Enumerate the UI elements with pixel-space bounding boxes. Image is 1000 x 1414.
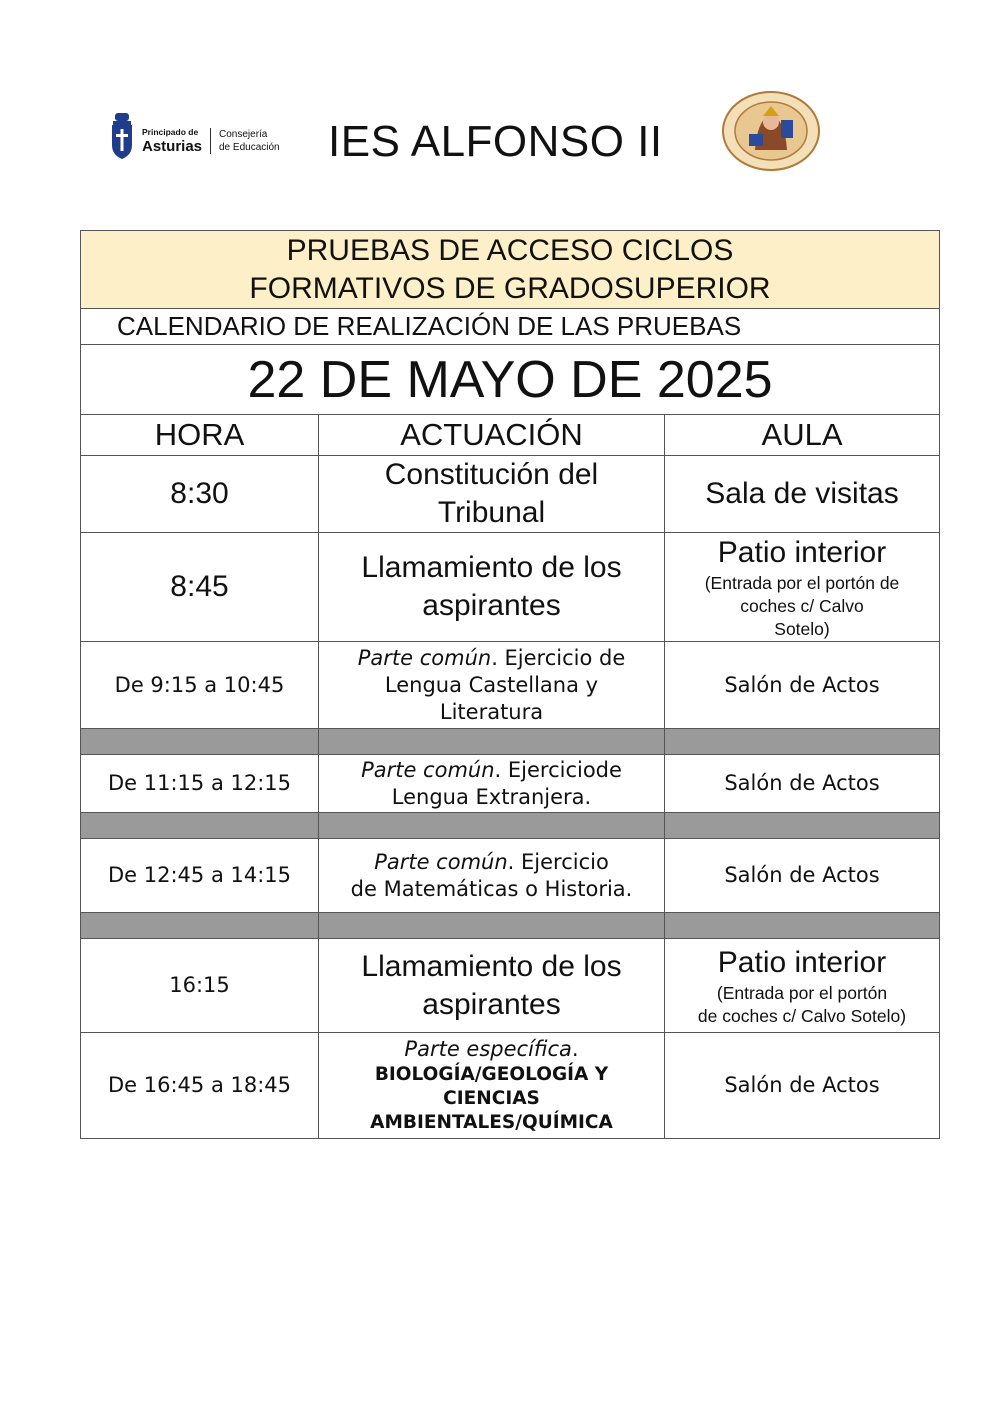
row-actuacion-line2: Lengua Extranjera. [391, 784, 592, 809]
row-aula: Salón de Actos [665, 642, 940, 729]
row-aula: Salón de Actos [665, 755, 940, 813]
school-seal-icon [721, 90, 821, 172]
table-title-line2: FORMATIVOS DE GRADOSUPERIOR [249, 271, 771, 305]
logo-consejeria-line1: Consejería [219, 129, 268, 140]
table-row [81, 642, 940, 729]
logo-principado-text: Principado de [142, 127, 199, 137]
row-aula [665, 939, 940, 1033]
break-row [81, 913, 940, 939]
table-row [81, 755, 940, 813]
table-row [81, 533, 940, 642]
schedule-table [80, 230, 940, 1139]
row-actuacion-rest: . Ejerciciode [494, 757, 622, 782]
row-actuacion-bold-line2: CIENCIAS [443, 1088, 540, 1109]
table-title [81, 231, 940, 309]
row-actuacion-rest: . Ejercicio [507, 849, 609, 874]
row-actuacion-line2: Tribunal [437, 496, 546, 529]
column-header-aula: AULA [665, 415, 940, 456]
row-hora: De 12:45 a 14:15 [81, 839, 319, 913]
row-aula-note-line1: (Entrada por el portón de [704, 572, 900, 593]
logo-consejeria-line2: de Educación [219, 142, 280, 153]
row-aula-note-line2: de coches c/ Calvo Sotelo) [697, 1005, 907, 1026]
logo-consejeria-text [219, 128, 280, 154]
column-header-actuacion: ACTUACIÓN [319, 415, 665, 456]
row-actuacion-rest: . Ejercicio de [491, 645, 626, 670]
row-actuacion [319, 839, 665, 913]
column-header-hora: HORA [81, 415, 319, 456]
row-aula-main: Patio interior [717, 535, 887, 569]
row-actuacion-bold-line1: BIOLOGÍA/GEOLOGÍA Y [374, 1064, 609, 1085]
row-actuacion-line1: Llamamiento de los [361, 551, 622, 584]
school-name: IES ALFONSO II [328, 117, 663, 166]
row-actuacion-italic: Parte común [374, 849, 508, 874]
row-actuacion [319, 642, 665, 729]
row-hora: De 9:15 a 10:45 [81, 642, 319, 729]
row-hora: 8:45 [81, 533, 319, 642]
row-actuacion-line1 [319, 849, 664, 876]
row-aula [665, 533, 940, 642]
row-actuacion-italic: Parte común [361, 757, 495, 782]
row-actuacion-rest: . [571, 1037, 579, 1061]
row-actuacion [319, 533, 665, 642]
row-actuacion-italic: Parte común [357, 645, 492, 670]
row-actuacion [319, 755, 665, 813]
row-actuacion-line2: Lengua Castellana y [384, 672, 599, 697]
row-actuacion-line1 [319, 757, 664, 784]
principado-asturias-logo [111, 113, 291, 163]
row-hora: 8:30 [81, 456, 319, 533]
row-actuacion-italic: Parte específica [404, 1037, 572, 1061]
row-actuacion-line2: aspirantes [422, 987, 561, 1021]
table-row [81, 456, 940, 533]
row-actuacion-line1: Llamamiento de los [361, 949, 622, 983]
row-actuacion [319, 1033, 665, 1139]
table-row [81, 839, 940, 913]
logo-divider [210, 128, 211, 154]
row-aula-note-line3: Sotelo) [774, 618, 830, 639]
row-actuacion-line2: de Matemáticas o Historia. [350, 876, 633, 901]
row-actuacion-line1 [319, 645, 664, 672]
row-aula-note-line1: (Entrada por el portón [716, 982, 888, 1003]
row-aula-main: Patio interior [717, 945, 887, 979]
row-actuacion-line2: aspirantes [422, 589, 561, 622]
row-hora: De 16:45 a 18:45 [81, 1033, 319, 1139]
break-row [81, 813, 940, 839]
row-actuacion-line1 [319, 1036, 664, 1063]
row-aula-note-line2: coches c/ Calvo [740, 595, 864, 616]
break-row [81, 729, 940, 755]
table-row [81, 939, 940, 1033]
row-aula: Salón de Actos [665, 839, 940, 913]
row-aula: Salón de Actos [665, 1033, 940, 1139]
row-actuacion-bold-line3: AMBIENTALES/QUÍMICA [370, 1112, 613, 1133]
table-row [81, 1033, 940, 1139]
exam-date: 22 DE MAYO DE 2025 [81, 345, 940, 415]
row-actuacion-line1: Constitución del [384, 458, 599, 491]
asturias-crest-icon [111, 113, 133, 159]
row-hora: De 11:15 a 12:15 [81, 755, 319, 813]
row-hora: 16:15 [81, 939, 319, 1033]
logo-asturias-text: Asturias [142, 138, 203, 155]
row-actuacion [319, 939, 665, 1033]
row-actuacion-line3: Literatura [439, 699, 544, 724]
row-actuacion [319, 456, 665, 533]
table-subtitle: CALENDARIO DE REALIZACIÓN DE LAS PRUEBAS [81, 309, 940, 345]
row-aula: Sala de visitas [665, 456, 940, 533]
table-title-line1: PRUEBAS DE ACCESO CICLOS [286, 233, 734, 267]
